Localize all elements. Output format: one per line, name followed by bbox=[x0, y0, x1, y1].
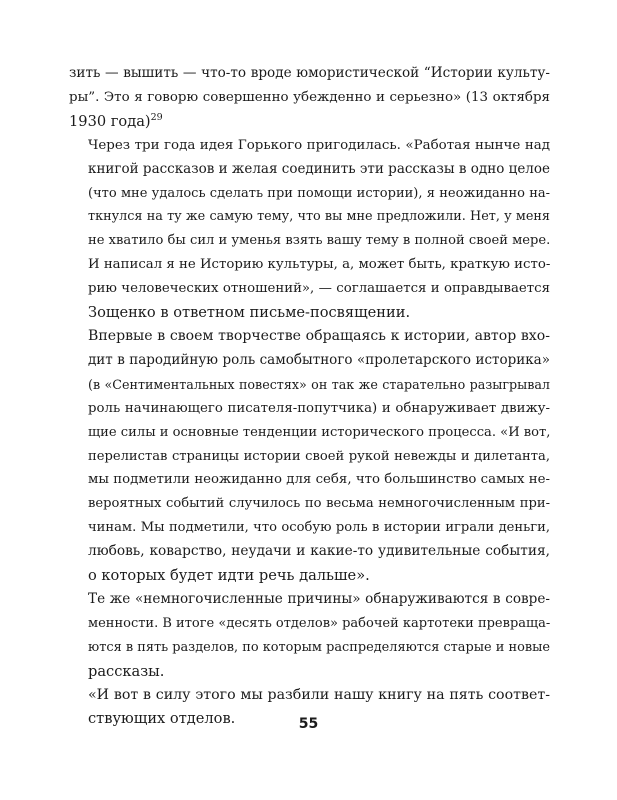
text-line: щие силы и основные тенденции исторического процесса. «И вот, bbox=[88, 424, 551, 440]
paragraph-4 bbox=[69, 588, 550, 684]
paragraph-2 bbox=[69, 134, 550, 325]
text-line: (в «Сентиментальных повестях» он так же старательно разыгрывал bbox=[88, 376, 550, 392]
page-number: 55 bbox=[298, 716, 319, 732]
text-line: дит в пародийную роль самобытного «пролетарского историка» bbox=[88, 351, 550, 368]
text-line: ткнулся на ту же самую тему, что вы мне предложили. Нет, у меня bbox=[88, 209, 550, 225]
paragraph-3 bbox=[69, 325, 550, 588]
text-line: чинам. Мы подметили, что особую роль в истории играли деньги, bbox=[88, 520, 550, 536]
text-line: не хватило бы сил и уменья взять вашу тему в полной своей мере. bbox=[88, 233, 551, 249]
text-line: менности. В итоге «десять отделов» рабочей картотеки превраща- bbox=[88, 615, 551, 631]
text-line-content: 1930 года) bbox=[69, 112, 151, 130]
text-line: Зощенко в ответном письме-посвящении. bbox=[88, 304, 411, 322]
paragraph-1 bbox=[69, 62, 550, 134]
text-line: ры”. Это я говорю совершенно убежденно и серьезно» (13 октября bbox=[69, 89, 550, 105]
text-line: (что мне удалось сделать при помощи истории), я неожиданно на- bbox=[88, 185, 550, 201]
text-line: о которых будет идти речь дальше». bbox=[88, 567, 370, 585]
text-line: любовь, коварство, неудачи и какие-то удивительные события, bbox=[88, 543, 550, 560]
text-line: роль начинающего писателя-попутчика) и обнаруживает движу- bbox=[88, 400, 550, 416]
body-text bbox=[69, 62, 550, 731]
text-line: рассказы. bbox=[88, 662, 165, 680]
text-line: «И вот в силу этого мы разбили нашу книгу на пять соответ- bbox=[88, 686, 550, 703]
footnote-marker[interactable]: 29 bbox=[150, 111, 163, 123]
text-line: ствующих отделов. bbox=[88, 710, 236, 728]
text-line: Те же «немногочисленные причины» обнаруживаются в совре- bbox=[88, 590, 550, 607]
text-line: Через три года идея Горького пригодилась. «Работая нынче над bbox=[88, 137, 550, 153]
text-line: Впервые в своем творчестве обращаясь к истории, автор вхо- bbox=[88, 327, 550, 344]
text-line: мы подметили неожиданно для себя, что большинство самых не- bbox=[88, 472, 550, 488]
text-line: книгой рассказов и желая соединить эти рассказы в одно целое bbox=[88, 160, 550, 177]
text-line: рию человеческих отношений», — соглашается и оправдывается bbox=[88, 281, 550, 297]
text-line: И написал я не Историю культуры, а, может быть, краткую исто- bbox=[88, 257, 551, 273]
text-line: вероятных событий случилось по весьма немногочисленным при- bbox=[88, 496, 550, 512]
text-line: перелистав страницы истории своей рукой невежды и дилетанта, bbox=[88, 448, 550, 464]
text-line: зить — вышить — что-то вроде юмористической “Истории культу- bbox=[69, 65, 550, 81]
text-line bbox=[69, 110, 550, 134]
text-line: ются в пять разделов, по которым распределяются старые и новые bbox=[88, 639, 550, 655]
